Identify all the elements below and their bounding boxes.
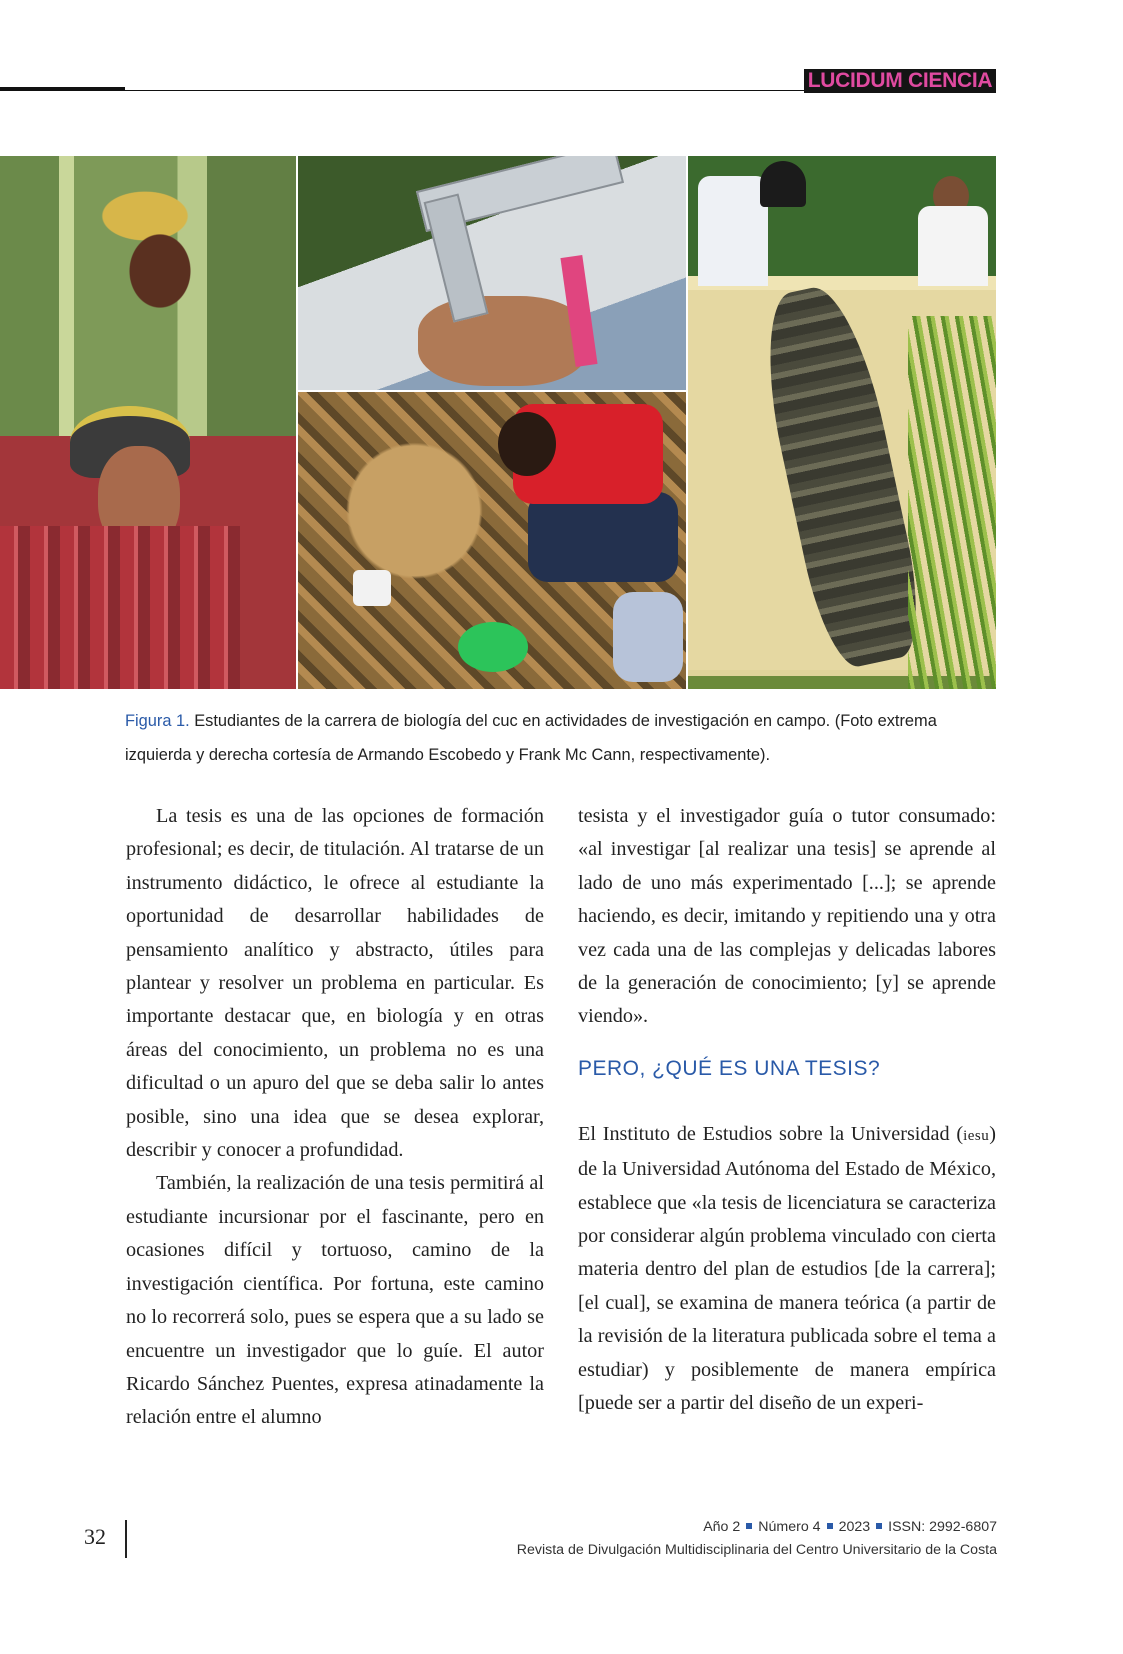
paragraph: También, la realización de una tesis permitirá al estudiante incursionar por el fascinante, pero en ocasiones difícil y tortuoso, camino de la investigación científica. Por fortuna, este camino no lo recorrerá solo, pues se espera que a su lado se encuentre un investigador que lo guíe. El autor Ricardo Sánchez Puentes, expresa atinadamente la relación entre el alumno bbox=[126, 1172, 544, 1429]
page-number-divider bbox=[125, 1520, 127, 1558]
caption-line-2: izquierda y derecha cortesía de Armando Escobedo y Frank Mc Cann, respectivamente). bbox=[125, 746, 771, 764]
separator-square-icon bbox=[827, 1523, 833, 1529]
issn: ISSN: 2992-6807 bbox=[888, 1519, 997, 1535]
text-column-right bbox=[578, 800, 996, 1421]
separator-square-icon bbox=[746, 1523, 752, 1529]
issue-info bbox=[703, 1519, 997, 1535]
figure-label: Figura 1. bbox=[125, 712, 190, 730]
photo-student-with-snake bbox=[0, 156, 296, 689]
paragraph: tesista y el investigador guía o tutor consumado: «al investigar [al realizar una tesis] se aprende al lado de uno más experimentado [...]; se aprende haciendo, es decir, imitando y repitiendo una y otra vez cada una de las complejas y delicadas labores de la generación de conocimiento; [y] se aprende viendo». bbox=[578, 805, 996, 1028]
section-heading: PERO, ¿QUÉ ES UNA TESIS? bbox=[578, 1056, 881, 1080]
abbreviation: iesu bbox=[963, 1127, 990, 1144]
page-number: 32 bbox=[84, 1524, 106, 1549]
issue-number: Número 4 bbox=[758, 1519, 821, 1535]
issue-year: Año 2 bbox=[703, 1519, 741, 1535]
separator-square-icon bbox=[876, 1523, 882, 1529]
paragraph: La tesis es una de las opciones de formación profesional; es decir, de titulación. Al tratarse de un instrumento didáctico, le ofrece al estudiante la oportunidad de desarrollar habilidades de pensamiento analítico y abstracto, útiles para plantear y resolver un problema en particular. Es importante destacar que, en biología y en otras áreas del conocimiento, un problema no es una dificultad o un apuro del que se deba salir lo antes posible, sino una idea que se desea explorar, describir y conocer a profundidad. bbox=[126, 805, 544, 1162]
text-run: ) de la Universidad Autónoma del Estado de México, establece que «la tesis de licenciatura se caracteriza por considerar algún problema vinculado con cierta materia dentro del plan de estudios [de la carrera]; [el cual], se examina de manera teórica (a partir de la revisión de la literatura publicada sobre el tema a estudiar) y posiblemente de manera empírica [puede ser a partir del diseño de un experi- bbox=[578, 1122, 996, 1415]
journal-name: Revista de Divulgación Multidisciplinaria del Centro Universitario de la Costa bbox=[516, 1542, 997, 1558]
photo-student-fieldwork bbox=[298, 392, 686, 689]
header-rule-thick bbox=[0, 87, 125, 91]
issue-date: 2023 bbox=[838, 1519, 871, 1535]
text-run: El Instituto de Estudios sobre la Universidad ( bbox=[578, 1122, 964, 1145]
figure-caption bbox=[125, 704, 997, 772]
photo-crocodile-wall bbox=[688, 156, 996, 689]
text-column-left bbox=[126, 800, 544, 1435]
journal-brand: LUCIDUM CIENCIA bbox=[804, 69, 996, 93]
caption-line-1: Estudiantes de la carrera de biología del cuc en actividades de investigación en campo. (Foto extrema bbox=[194, 712, 937, 730]
photo-caliper-measurement bbox=[298, 156, 686, 390]
paragraph bbox=[578, 1118, 996, 1421]
